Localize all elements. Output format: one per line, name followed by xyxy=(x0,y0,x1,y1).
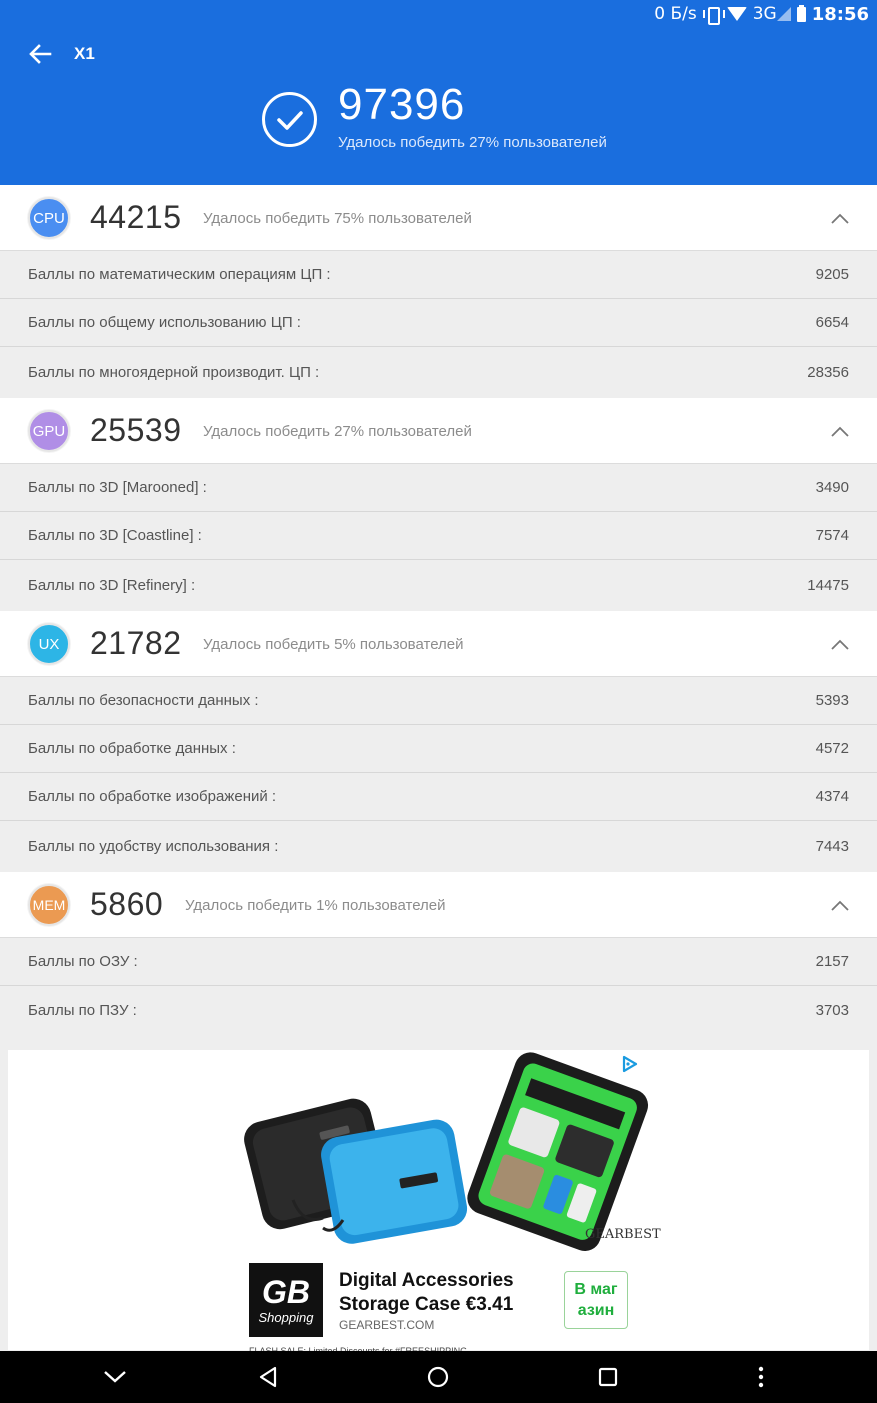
row-label: Баллы по 3D [Refinery] : xyxy=(28,577,196,594)
row-value: 3703 xyxy=(815,1001,849,1019)
chevron-up-icon[interactable] xyxy=(831,897,849,915)
section-header-ux[interactable] xyxy=(0,611,877,677)
total-score-block xyxy=(262,80,607,151)
row-label: Баллы по математическим операциям ЦП : xyxy=(28,266,331,283)
net-speed: 0 Б/s xyxy=(654,4,697,24)
score-row xyxy=(0,986,877,1034)
score-row xyxy=(0,725,877,773)
product-image[interactable] xyxy=(233,1050,661,1246)
row-value: 3490 xyxy=(815,479,849,496)
row-label: Баллы по ОЗУ : xyxy=(28,953,138,970)
cpu-badge: CPU xyxy=(28,197,70,239)
row-value: 4374 xyxy=(815,788,849,805)
chevron-up-icon[interactable] xyxy=(831,423,849,441)
hide-keyboard-button[interactable] xyxy=(85,1351,145,1403)
score-row xyxy=(0,938,877,986)
page-title: X1 xyxy=(74,44,95,63)
row-value: 7574 xyxy=(815,527,849,544)
ad-domain: GEARBEST.COM xyxy=(339,1318,435,1332)
score-row xyxy=(0,773,877,821)
triangle-back-icon xyxy=(258,1366,278,1388)
section-header-gpu[interactable] xyxy=(0,398,877,464)
mem-score: 5860 xyxy=(90,886,164,922)
more-vert-icon xyxy=(758,1366,764,1388)
ad-banner[interactable] xyxy=(8,1050,869,1350)
mem-badge: MEM xyxy=(28,884,70,926)
toolbar xyxy=(0,30,877,78)
logo-sub-text: Shopping xyxy=(258,1309,314,1325)
row-label: Баллы по многоядерной производит. ЦП : xyxy=(28,364,320,381)
nav-back-button[interactable] xyxy=(238,1351,298,1403)
vibrate-icon xyxy=(703,6,721,22)
network-type: 3G xyxy=(752,4,777,24)
chevron-down-icon xyxy=(103,1370,127,1384)
back-button[interactable] xyxy=(0,30,80,78)
row-value: 4572 xyxy=(815,740,849,757)
score-row xyxy=(0,821,877,872)
row-label: Баллы по 3D [Marooned] : xyxy=(28,479,207,496)
row-label: Баллы по 3D [Coastline] : xyxy=(28,527,202,544)
score-row xyxy=(0,251,877,299)
check-circle-icon xyxy=(262,92,317,147)
row-label: Баллы по общему использованию ЦП : xyxy=(28,314,301,331)
circle-home-icon xyxy=(426,1365,450,1389)
ad-title[interactable]: Digital Accessories Storage Case €3.41 xyxy=(339,1270,514,1315)
nav-menu-button[interactable] xyxy=(731,1351,791,1403)
score-row xyxy=(0,512,877,560)
ux-badge: UX xyxy=(28,623,70,665)
total-score: 97396 xyxy=(338,80,466,129)
mem-beat-text: Удалось победить 1% пользователей xyxy=(185,897,446,914)
row-value: 6654 xyxy=(815,314,849,331)
score-row xyxy=(0,464,877,512)
row-label: Баллы по ПЗУ : xyxy=(28,1001,137,1019)
gpu-badge: GPU xyxy=(28,410,70,452)
gearbest-logo xyxy=(249,1263,323,1337)
clock: 18:56 xyxy=(811,3,869,25)
ux-beat-text: Удалось победить 5% пользователей xyxy=(203,636,464,653)
nav-home-button[interactable] xyxy=(408,1351,468,1403)
ux-score: 21782 xyxy=(90,625,182,661)
logo-main-text: GB xyxy=(262,1273,310,1310)
row-value: 2157 xyxy=(815,953,849,970)
row-value: 14475 xyxy=(807,577,849,594)
adchoices-icon[interactable] xyxy=(622,1056,638,1072)
score-row xyxy=(0,677,877,725)
cpu-beat-text: Удалось победить 75% пользователей xyxy=(203,210,472,227)
score-row xyxy=(0,299,877,347)
score-sections xyxy=(0,185,877,1034)
row-value: 7443 xyxy=(815,838,849,855)
section-header-cpu[interactable] xyxy=(0,185,877,251)
chevron-up-icon[interactable] xyxy=(831,210,849,228)
section-header-mem[interactable] xyxy=(0,872,877,938)
wifi-icon xyxy=(727,7,747,21)
score-row xyxy=(0,560,877,611)
app-header xyxy=(0,0,877,185)
row-value: 28356 xyxy=(807,364,849,381)
battery-icon xyxy=(797,7,806,22)
row-label: Баллы по удобству использования : xyxy=(28,838,279,855)
cpu-score: 44215 xyxy=(90,199,182,235)
status-bar xyxy=(654,3,869,25)
row-value: 9205 xyxy=(815,266,849,283)
image-brand: GEARBEST xyxy=(585,1227,661,1242)
system-nav-bar xyxy=(0,1351,877,1403)
square-recents-icon xyxy=(598,1367,618,1387)
nav-recents-button[interactable] xyxy=(578,1351,638,1403)
chevron-up-icon[interactable] xyxy=(831,636,849,654)
total-beat-text: Удалось победить 27% пользователей xyxy=(338,134,607,151)
signal-icon xyxy=(777,7,791,21)
ad-cta-button[interactable]: В маг азин xyxy=(564,1271,628,1329)
row-label: Баллы по обработке данных : xyxy=(28,740,236,757)
row-label: Баллы по безопасности данных : xyxy=(28,692,259,709)
arrow-left-icon xyxy=(29,44,51,64)
score-row xyxy=(0,347,877,398)
row-label: Баллы по обработке изображений : xyxy=(28,788,277,805)
row-value: 5393 xyxy=(815,692,849,709)
gpu-score: 25539 xyxy=(90,412,182,448)
gpu-beat-text: Удалось победить 27% пользователей xyxy=(203,423,472,440)
